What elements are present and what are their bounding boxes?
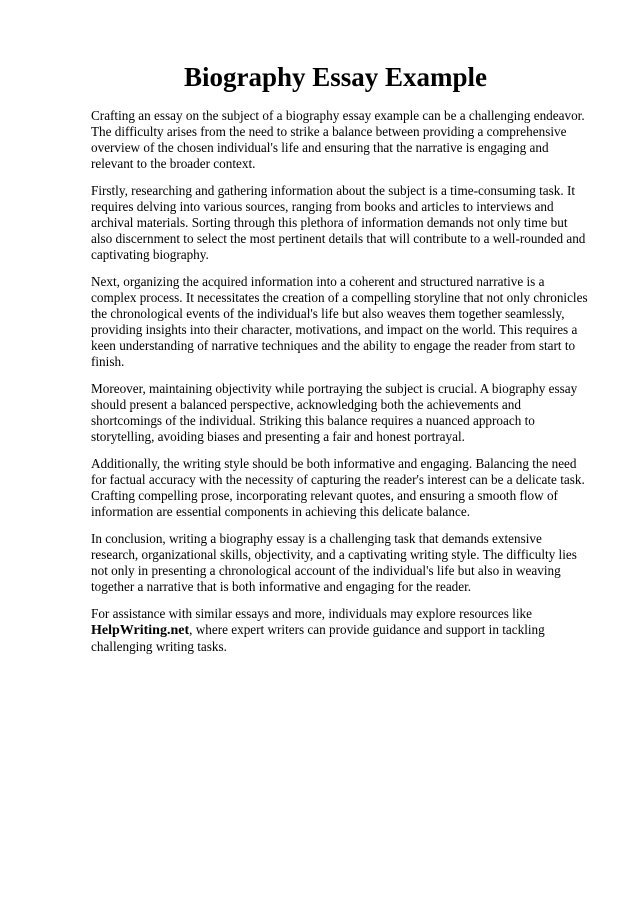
closing-text-after: , where expert writers can provide guidance and support in tackling challenging writing tasks. [91, 622, 545, 654]
paragraph-organizing: Next, organizing the acquired information into a coherent and structured narrative is a complex process. It necessitates the creation of a compelling storyline that not only chronicles the chronological events of the individual's life but also weaves them together seamlessly, providing insights into their character, motivations, and impact on the world. This requires a keen understanding of narrative techniques and the ability to engage the reader from start to finish. [91, 274, 588, 369]
brand-name: HelpWriting.net [91, 623, 190, 638]
paragraph-conclusion: In conclusion, writing a biography essay is a challenging task that demands extensive research, organizational skills, objectivity, and a captivating writing style. The difficulty lies not only in presenting a chronological account of the individual's life but also in weaving together a narrative that is both informative and engaging for the reader. [91, 531, 577, 594]
paragraph-objectivity: Moreover, maintaining objectivity while portraying the subject is crucial. A biography essay should present a balanced perspective, acknowledging both the achievements and shortcomings of the individual. Striking this balance requires a nuanced approach to storytelling, avoiding biases and presenting a fair and honest portrayal. [91, 381, 578, 444]
paragraph-writing-style: Additionally, the writing style should be both informative and engaging. Balancing the need for factual accuracy with the necessity of capturing the reader's interest can be a delicate task. Crafting compelling prose, incorporating relevant quotes, and ensuring a smooth flow of information are essential components in achieving this delicate balance. [91, 456, 585, 519]
closing-text-before: For assistance with similar essays and more, individuals may explore resources like [91, 606, 532, 621]
paragraph-closing [91, 606, 590, 655]
document-title: Biography Essay Example [183, 62, 488, 92]
paragraph-intro: Crafting an essay on the subject of a biography essay example can be a challenging endeavor. The difficulty arises from the need to strike a balance between providing a comprehensive overview of the chosen individual's life and ensuring that the narrative is engaging and relevant to the broader context. [91, 108, 585, 171]
paragraph-research: Firstly, researching and gathering information about the subject is a time-consuming task. It requires delving into various sources, ranging from books and articles to interviews and archival materials. Sorting through this plethora of information demands not only time but also discernment to select the most pertinent details that will contribute to a well-rounded and captivating biography. [91, 183, 586, 262]
